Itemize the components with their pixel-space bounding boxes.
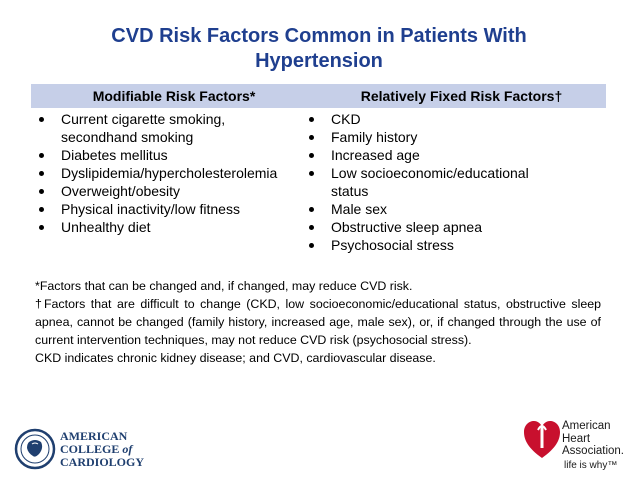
acc-seal-icon xyxy=(14,428,56,470)
bullet-icon xyxy=(39,171,44,176)
bullet-icon xyxy=(309,153,314,158)
fixed-list xyxy=(305,110,605,254)
bullet-icon xyxy=(39,189,44,194)
heart-torch-icon xyxy=(522,418,562,462)
list-item: Unhealthy diet xyxy=(35,218,305,236)
bullet-icon xyxy=(309,117,314,122)
footnotes xyxy=(35,277,601,367)
modifiable-list xyxy=(35,110,305,236)
bullet-icon xyxy=(309,243,314,248)
aha-logo xyxy=(522,418,632,474)
footnote-fixed: †Factors that are difficult to change (CKD, low socioeconomic/educational status, obstructive sleep apnea, cannot be changed (family history, increased age, male sex), or, if changed through the use of current intervention techniques, may not reduce CVD risk (psychosocial stress). xyxy=(35,297,601,347)
bullet-icon xyxy=(309,207,314,212)
bullet-icon xyxy=(39,117,44,122)
list-item: Current cigarette smoking, xyxy=(35,110,305,128)
list-item: Dyslipidemia/hypercholesterolemia xyxy=(35,164,305,182)
list-item-continuation: secondhand smoking xyxy=(61,129,194,145)
list-item: Diabetes mellitus xyxy=(35,146,305,164)
title-line-1: CVD Risk Factors Common in Patients With xyxy=(111,25,527,47)
bullet-icon xyxy=(309,225,314,230)
footnote-modifiable: *Factors that can be changed and, if changed, may reduce CVD risk. xyxy=(35,279,413,293)
list-item: Overweight/obesity xyxy=(35,182,305,200)
acc-wordmark: AMERICAN COLLEGE of CARDIOLOGY xyxy=(60,429,145,469)
list-item: Family history xyxy=(305,128,605,146)
bullet-icon xyxy=(309,171,314,176)
list-item: Low socioeconomic/educational xyxy=(305,164,605,182)
table-header xyxy=(31,84,606,108)
bullet-icon xyxy=(39,153,44,158)
list-item: Obstructive sleep apnea xyxy=(305,218,605,236)
slide-title xyxy=(0,24,638,74)
aha-tagline: life is why™ xyxy=(564,460,618,471)
acc-logo xyxy=(14,428,144,470)
list-item: Physical inactivity/low fitness xyxy=(35,200,305,218)
bullet-icon xyxy=(39,207,44,212)
list-item-continuation: status xyxy=(331,183,369,199)
title-line-2: Hypertension xyxy=(255,50,383,72)
bullet-icon xyxy=(309,135,314,140)
list-item: Male sex xyxy=(305,200,605,218)
footnote-abbreviations: CKD indicates chronic kidney disease; and CVD, cardiovascular disease. xyxy=(35,351,436,365)
bullet-icon xyxy=(39,225,44,230)
header-modifiable: Modifiable Risk Factors* xyxy=(92,88,256,104)
list-item: CKD xyxy=(305,110,605,128)
aha-wordmark: American Heart Association. xyxy=(562,420,625,457)
list-item: Increased age xyxy=(305,146,605,164)
list-item: Psychosocial stress xyxy=(305,236,605,254)
header-fixed: Relatively Fixed Risk Factors† xyxy=(360,88,563,104)
